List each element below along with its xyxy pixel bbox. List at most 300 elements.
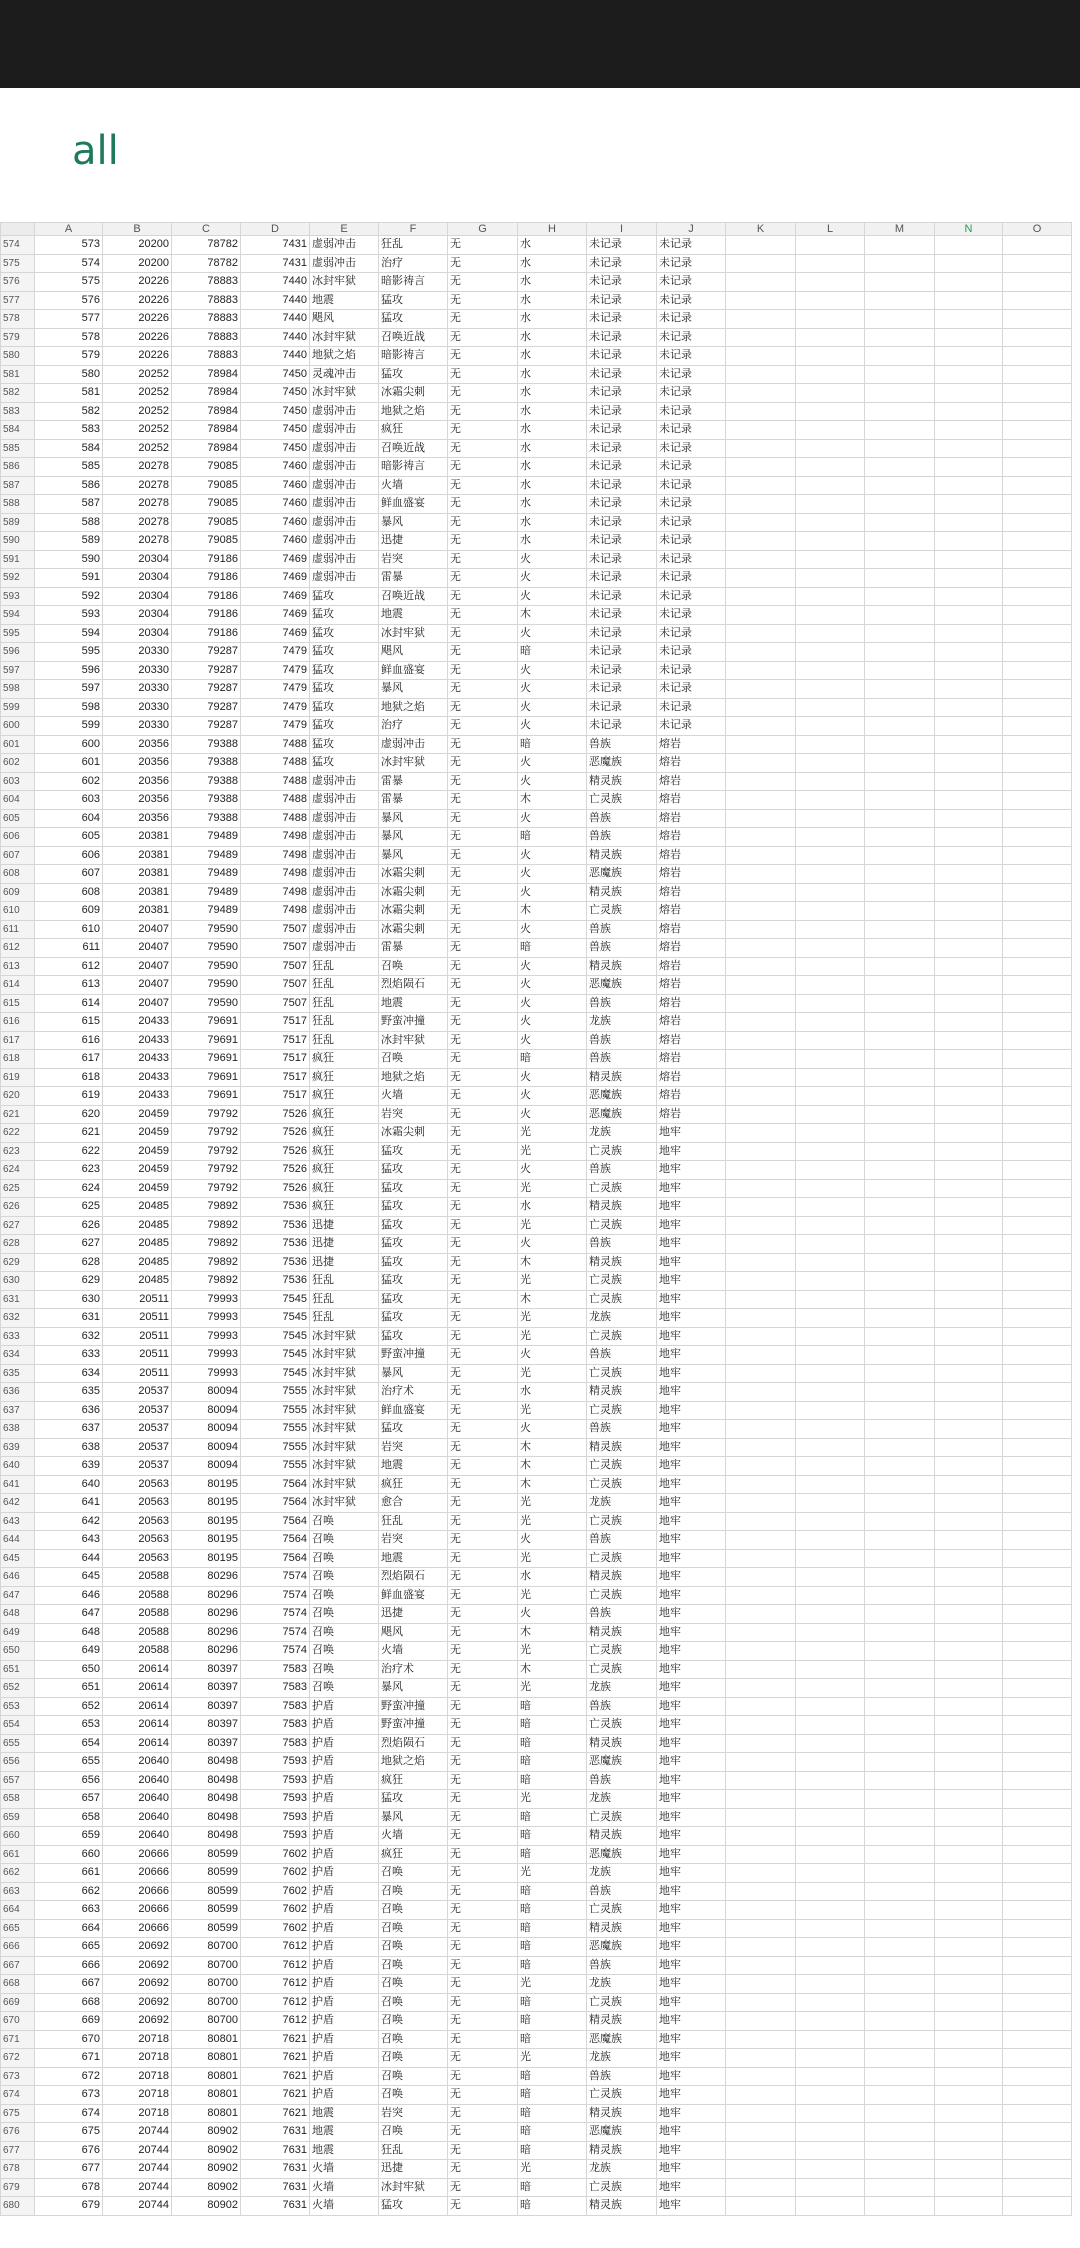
cell[interactable]: 地牢 — [657, 1623, 726, 1642]
cell[interactable]: 熔岩 — [657, 772, 726, 791]
cell[interactable]: 治疗 — [379, 254, 448, 273]
cell[interactable]: 未记录 — [657, 254, 726, 273]
row-header[interactable]: 632 — [1, 1309, 35, 1328]
cell[interactable]: 79388 — [172, 809, 241, 828]
cell[interactable] — [935, 1142, 1003, 1161]
cell[interactable]: 79186 — [172, 587, 241, 606]
cell[interactable]: 木 — [518, 1475, 587, 1494]
cell[interactable] — [865, 1438, 935, 1457]
cell[interactable]: 恶魔族 — [587, 754, 657, 773]
cell[interactable]: 20304 — [103, 569, 172, 588]
cell[interactable] — [1003, 1679, 1072, 1698]
cell[interactable]: 火 — [518, 1531, 587, 1550]
cell[interactable]: 护盾 — [310, 1716, 379, 1735]
cell[interactable]: 无 — [448, 365, 518, 384]
cell[interactable]: 79892 — [172, 1272, 241, 1291]
cell[interactable]: 猛攻 — [310, 680, 379, 699]
cell[interactable] — [935, 550, 1003, 569]
cell[interactable] — [935, 2141, 1003, 2160]
cell[interactable] — [935, 809, 1003, 828]
cell[interactable]: 80700 — [172, 1938, 241, 1957]
cell[interactable]: 暗 — [518, 1845, 587, 1864]
cell[interactable] — [935, 883, 1003, 902]
cell[interactable]: 无 — [448, 2160, 518, 2179]
cell[interactable] — [865, 1568, 935, 1587]
cell[interactable]: 20744 — [103, 2160, 172, 2179]
cell[interactable] — [1003, 2160, 1072, 2179]
cell[interactable]: 79590 — [172, 976, 241, 995]
cell[interactable] — [865, 495, 935, 514]
cell[interactable]: 669 — [35, 2012, 103, 2031]
cell[interactable] — [726, 1919, 796, 1938]
cell[interactable]: 80498 — [172, 1753, 241, 1772]
cell[interactable]: 水 — [518, 476, 587, 495]
cell[interactable] — [796, 1161, 865, 1180]
cell[interactable]: 无 — [448, 957, 518, 976]
cell[interactable] — [865, 273, 935, 292]
cell[interactable]: 无 — [448, 865, 518, 884]
cell[interactable]: 无 — [448, 735, 518, 754]
cell[interactable]: 未记录 — [587, 680, 657, 699]
cell[interactable] — [865, 1327, 935, 1346]
cell[interactable]: 7593 — [241, 1753, 310, 1772]
cell[interactable]: 暗 — [518, 1919, 587, 1938]
row-header[interactable]: 620 — [1, 1087, 35, 1106]
cell[interactable] — [1003, 1216, 1072, 1235]
cell[interactable]: 熔岩 — [657, 809, 726, 828]
cell[interactable]: 无 — [448, 2104, 518, 2123]
cell[interactable]: 79388 — [172, 754, 241, 773]
cell[interactable] — [796, 1623, 865, 1642]
cell[interactable]: 水 — [518, 365, 587, 384]
cell[interactable]: 召唤 — [379, 2086, 448, 2105]
cell[interactable]: 20718 — [103, 2104, 172, 2123]
row-header[interactable]: 597 — [1, 661, 35, 680]
cell[interactable]: 无 — [448, 2197, 518, 2216]
cell[interactable]: 20692 — [103, 1975, 172, 1994]
cell[interactable]: 648 — [35, 1623, 103, 1642]
cell[interactable]: 7564 — [241, 1494, 310, 1513]
cell[interactable]: 7545 — [241, 1327, 310, 1346]
cell[interactable]: 虚弱冲击 — [310, 439, 379, 458]
cell[interactable] — [726, 1901, 796, 1920]
cell[interactable] — [935, 569, 1003, 588]
cell[interactable]: 护盾 — [310, 1845, 379, 1864]
cell[interactable] — [935, 1235, 1003, 1254]
cell[interactable]: 鲜血盛宴 — [379, 495, 448, 514]
row-header[interactable]: 588 — [1, 495, 35, 514]
cell[interactable]: 未记录 — [587, 458, 657, 477]
cell[interactable]: 无 — [448, 310, 518, 329]
cell[interactable]: 水 — [518, 347, 587, 366]
row-header[interactable]: 637 — [1, 1401, 35, 1420]
cell[interactable]: 地牢 — [657, 1438, 726, 1457]
cell[interactable] — [935, 1586, 1003, 1605]
cell[interactable] — [796, 310, 865, 329]
cell[interactable] — [726, 1290, 796, 1309]
cell[interactable] — [935, 1697, 1003, 1716]
cell[interactable] — [726, 1734, 796, 1753]
cell[interactable]: 地牢 — [657, 1290, 726, 1309]
cell[interactable]: 78883 — [172, 328, 241, 347]
cell[interactable] — [1003, 1568, 1072, 1587]
cell[interactable]: 火墙 — [379, 476, 448, 495]
cell[interactable]: 精灵族 — [587, 957, 657, 976]
cell[interactable] — [726, 328, 796, 347]
cell[interactable]: 79489 — [172, 902, 241, 921]
cell[interactable] — [726, 865, 796, 884]
cell[interactable]: 7460 — [241, 532, 310, 551]
cell[interactable]: 护盾 — [310, 1808, 379, 1827]
cell[interactable]: 7526 — [241, 1105, 310, 1124]
cell[interactable]: 646 — [35, 1586, 103, 1605]
cell[interactable]: 80195 — [172, 1475, 241, 1494]
cell[interactable]: 无 — [448, 1716, 518, 1735]
cell[interactable]: 暴风 — [379, 809, 448, 828]
cell[interactable]: 精灵族 — [587, 1623, 657, 1642]
cell[interactable]: 兽族 — [587, 1031, 657, 1050]
cell[interactable] — [1003, 2104, 1072, 2123]
cell[interactable]: 20563 — [103, 1512, 172, 1531]
cell[interactable]: 20433 — [103, 1031, 172, 1050]
cell[interactable]: 光 — [518, 2160, 587, 2179]
cell[interactable]: 未记录 — [587, 698, 657, 717]
cell[interactable]: 火 — [518, 772, 587, 791]
cell[interactable] — [865, 846, 935, 865]
cell[interactable]: 7583 — [241, 1734, 310, 1753]
cell[interactable]: 7602 — [241, 1845, 310, 1864]
cell[interactable]: 狂乱 — [379, 1512, 448, 1531]
cell[interactable]: 20718 — [103, 2067, 172, 2086]
cell[interactable]: 79388 — [172, 772, 241, 791]
cell[interactable] — [865, 1198, 935, 1217]
cell[interactable] — [935, 1568, 1003, 1587]
cell[interactable]: 79287 — [172, 643, 241, 662]
cell[interactable] — [1003, 1161, 1072, 1180]
cell[interactable] — [935, 1605, 1003, 1624]
cell[interactable]: 无 — [448, 1253, 518, 1272]
cell[interactable]: 615 — [35, 1013, 103, 1032]
cell[interactable] — [1003, 976, 1072, 995]
cell[interactable] — [726, 1475, 796, 1494]
cell[interactable] — [726, 1975, 796, 1994]
cell[interactable] — [1003, 1179, 1072, 1198]
cell[interactable]: 无 — [448, 2086, 518, 2105]
cell[interactable]: 疯狂 — [310, 1087, 379, 1106]
cell[interactable]: 78883 — [172, 347, 241, 366]
cell[interactable] — [865, 754, 935, 773]
cell[interactable]: 652 — [35, 1697, 103, 1716]
cell[interactable]: 7574 — [241, 1568, 310, 1587]
cell[interactable]: 火 — [518, 754, 587, 773]
cell[interactable]: 595 — [35, 643, 103, 662]
cell[interactable]: 地牢 — [657, 1975, 726, 1994]
cell[interactable]: 暗 — [518, 643, 587, 662]
cell[interactable]: 7440 — [241, 328, 310, 347]
cell[interactable]: 虚弱冲击 — [310, 254, 379, 273]
cell[interactable]: 光 — [518, 1642, 587, 1661]
row-header[interactable]: 579 — [1, 328, 35, 347]
cell[interactable]: 7536 — [241, 1272, 310, 1291]
cell[interactable]: 20744 — [103, 2123, 172, 2142]
cell[interactable]: 火墙 — [310, 2160, 379, 2179]
cell[interactable]: 79993 — [172, 1309, 241, 1328]
cell[interactable] — [935, 384, 1003, 403]
cell[interactable]: 无 — [448, 661, 518, 680]
cell[interactable] — [726, 1438, 796, 1457]
cell[interactable]: 20381 — [103, 883, 172, 902]
row-header[interactable]: 675 — [1, 2104, 35, 2123]
cell[interactable] — [796, 1753, 865, 1772]
cell[interactable]: 狂乱 — [310, 1031, 379, 1050]
cell[interactable] — [796, 920, 865, 939]
cell[interactable]: 7498 — [241, 828, 310, 847]
cell[interactable]: 精灵族 — [587, 772, 657, 791]
cell[interactable]: 7631 — [241, 2141, 310, 2160]
cell[interactable]: 兽族 — [587, 1697, 657, 1716]
cell[interactable]: 未记录 — [657, 495, 726, 514]
cell[interactable] — [726, 1235, 796, 1254]
cell[interactable]: 治疗术 — [379, 1660, 448, 1679]
cell[interactable] — [865, 1697, 935, 1716]
cell[interactable]: 无 — [448, 1586, 518, 1605]
row-header[interactable]: 618 — [1, 1050, 35, 1069]
cell[interactable]: 未记录 — [657, 550, 726, 569]
cell[interactable]: 召唤 — [310, 1660, 379, 1679]
cell[interactable]: 冰封牢狱 — [310, 273, 379, 292]
cell[interactable]: 兽族 — [587, 1346, 657, 1365]
cell[interactable]: 7488 — [241, 809, 310, 828]
cell[interactable]: 无 — [448, 1068, 518, 1087]
cell[interactable] — [726, 1993, 796, 2012]
cell[interactable] — [726, 2123, 796, 2142]
cell[interactable]: 未记录 — [587, 643, 657, 662]
cell[interactable]: 护盾 — [310, 2086, 379, 2105]
row-header[interactable]: 585 — [1, 439, 35, 458]
cell[interactable]: 79388 — [172, 735, 241, 754]
cell[interactable] — [935, 1882, 1003, 1901]
cell[interactable] — [935, 1512, 1003, 1531]
cell[interactable] — [796, 1346, 865, 1365]
cell[interactable] — [726, 384, 796, 403]
row-header[interactable]: 635 — [1, 1364, 35, 1383]
cell[interactable] — [796, 939, 865, 958]
cell[interactable]: 无 — [448, 698, 518, 717]
cell[interactable] — [865, 1475, 935, 1494]
cell[interactable]: 79792 — [172, 1179, 241, 1198]
cell[interactable]: 631 — [35, 1309, 103, 1328]
cell[interactable] — [726, 1142, 796, 1161]
cell[interactable]: 7631 — [241, 2160, 310, 2179]
cell[interactable]: 火 — [518, 1013, 587, 1032]
cell[interactable] — [865, 1290, 935, 1309]
cell[interactable]: 80902 — [172, 2178, 241, 2197]
cell[interactable]: 召唤 — [379, 957, 448, 976]
cell[interactable] — [1003, 2030, 1072, 2049]
row-header[interactable]: 584 — [1, 421, 35, 440]
cell[interactable]: 木 — [518, 791, 587, 810]
cell[interactable]: 630 — [35, 1290, 103, 1309]
column-header-k[interactable]: K — [726, 223, 796, 236]
cell[interactable]: 光 — [518, 1272, 587, 1291]
cell[interactable]: 80498 — [172, 1808, 241, 1827]
row-header[interactable]: 603 — [1, 772, 35, 791]
cell[interactable]: 火 — [518, 976, 587, 995]
cell[interactable]: 无 — [448, 1919, 518, 1938]
row-header[interactable]: 651 — [1, 1660, 35, 1679]
cell[interactable] — [726, 2104, 796, 2123]
cell[interactable]: 20640 — [103, 1827, 172, 1846]
cell[interactable]: 亡灵族 — [587, 1364, 657, 1383]
cell[interactable] — [796, 1901, 865, 1920]
cell[interactable]: 光 — [518, 1494, 587, 1513]
cell[interactable]: 无 — [448, 1734, 518, 1753]
cell[interactable] — [796, 1420, 865, 1439]
cell[interactable] — [935, 846, 1003, 865]
cell[interactable] — [726, 661, 796, 680]
cell[interactable]: 未记录 — [657, 347, 726, 366]
cell[interactable]: 无 — [448, 994, 518, 1013]
cell[interactable] — [796, 2123, 865, 2142]
cell[interactable]: 暗影祷言 — [379, 273, 448, 292]
cell[interactable]: 恶魔族 — [587, 2030, 657, 2049]
cell[interactable]: 604 — [35, 809, 103, 828]
cell[interactable] — [865, 939, 935, 958]
column-header-h[interactable]: H — [518, 223, 587, 236]
cell[interactable]: 80397 — [172, 1734, 241, 1753]
cell[interactable]: 无 — [448, 976, 518, 995]
cell[interactable] — [726, 957, 796, 976]
cell[interactable]: 80801 — [172, 2030, 241, 2049]
cell[interactable]: 猛攻 — [310, 587, 379, 606]
cell[interactable]: 地牢 — [657, 1753, 726, 1772]
cell[interactable] — [796, 883, 865, 902]
cell[interactable] — [935, 920, 1003, 939]
cell[interactable]: 水 — [518, 439, 587, 458]
cell[interactable] — [796, 1697, 865, 1716]
cell[interactable] — [726, 1512, 796, 1531]
cell[interactable] — [865, 1531, 935, 1550]
cell[interactable]: 兽族 — [587, 939, 657, 958]
cell[interactable]: 地牢 — [657, 1216, 726, 1235]
cell[interactable]: 飓风 — [379, 643, 448, 662]
cell[interactable]: 7469 — [241, 569, 310, 588]
cell[interactable] — [726, 754, 796, 773]
cell[interactable] — [935, 1105, 1003, 1124]
cell[interactable]: 地震 — [310, 291, 379, 310]
row-header[interactable]: 608 — [1, 865, 35, 884]
row-header[interactable]: 574 — [1, 236, 35, 255]
cell[interactable]: 护盾 — [310, 1901, 379, 1920]
cell[interactable]: 78782 — [172, 254, 241, 273]
cell[interactable] — [726, 347, 796, 366]
cell[interactable] — [796, 2160, 865, 2179]
cell[interactable]: 80296 — [172, 1586, 241, 1605]
cell[interactable]: 79792 — [172, 1161, 241, 1180]
cell[interactable]: 地狱之焰 — [379, 698, 448, 717]
cell[interactable]: 冰封牢狱 — [310, 1438, 379, 1457]
cell[interactable]: 79085 — [172, 513, 241, 532]
cell[interactable] — [726, 624, 796, 643]
cell[interactable]: 护盾 — [310, 2067, 379, 2086]
cell[interactable]: 龙族 — [587, 1013, 657, 1032]
cell[interactable]: 611 — [35, 939, 103, 958]
cell[interactable]: 20744 — [103, 2197, 172, 2216]
cell[interactable]: 火墙 — [310, 2197, 379, 2216]
row-header[interactable]: 589 — [1, 513, 35, 532]
cell[interactable] — [796, 1272, 865, 1291]
cell[interactable]: 80700 — [172, 1956, 241, 1975]
cell[interactable]: 无 — [448, 439, 518, 458]
cell[interactable]: 7583 — [241, 1679, 310, 1698]
cell[interactable] — [796, 347, 865, 366]
cell[interactable] — [865, 2123, 935, 2142]
cell[interactable]: 虚弱冲击 — [310, 920, 379, 939]
row-header[interactable]: 656 — [1, 1753, 35, 1772]
cell[interactable]: 无 — [448, 1383, 518, 1402]
cell[interactable] — [865, 1808, 935, 1827]
cell[interactable] — [865, 1420, 935, 1439]
cell[interactable] — [796, 439, 865, 458]
cell[interactable]: 7450 — [241, 421, 310, 440]
cell[interactable]: 20200 — [103, 254, 172, 273]
cell[interactable] — [726, 569, 796, 588]
cell[interactable]: 未记录 — [587, 347, 657, 366]
cell[interactable] — [865, 439, 935, 458]
cell[interactable] — [935, 735, 1003, 754]
cell[interactable]: 7488 — [241, 772, 310, 791]
cell[interactable] — [796, 735, 865, 754]
cell[interactable] — [935, 328, 1003, 347]
cell[interactable]: 光 — [518, 1309, 587, 1328]
cell[interactable]: 7526 — [241, 1142, 310, 1161]
cell[interactable]: 地牢 — [657, 1771, 726, 1790]
cell[interactable] — [1003, 1309, 1072, 1328]
cell[interactable] — [935, 1475, 1003, 1494]
cell[interactable]: 7479 — [241, 717, 310, 736]
row-header[interactable]: 657 — [1, 1771, 35, 1790]
cell[interactable]: 木 — [518, 1660, 587, 1679]
cell[interactable]: 岩突 — [379, 1438, 448, 1457]
cell[interactable]: 无 — [448, 421, 518, 440]
cell[interactable]: 水 — [518, 1383, 587, 1402]
cell[interactable]: 召唤 — [310, 1549, 379, 1568]
row-header[interactable]: 577 — [1, 291, 35, 310]
row-header[interactable]: 634 — [1, 1346, 35, 1365]
cell[interactable]: 虚弱冲击 — [310, 809, 379, 828]
cell[interactable]: 80902 — [172, 2160, 241, 2179]
cell[interactable] — [796, 1475, 865, 1494]
cell[interactable]: 猛攻 — [310, 606, 379, 625]
cell[interactable]: 无 — [448, 1087, 518, 1106]
cell[interactable]: 596 — [35, 661, 103, 680]
cell[interactable]: 7536 — [241, 1253, 310, 1272]
cell[interactable]: 7612 — [241, 1956, 310, 1975]
cell[interactable] — [796, 1198, 865, 1217]
cell[interactable] — [1003, 1438, 1072, 1457]
cell[interactable] — [1003, 1494, 1072, 1513]
cell[interactable]: 20666 — [103, 1864, 172, 1883]
cell[interactable]: 未记录 — [587, 661, 657, 680]
cell[interactable]: 亡灵族 — [587, 2178, 657, 2197]
cell[interactable]: 地狱之焰 — [379, 1753, 448, 1772]
row-header[interactable]: 619 — [1, 1068, 35, 1087]
cell[interactable] — [796, 1716, 865, 1735]
cell[interactable]: 龙族 — [587, 2160, 657, 2179]
cell[interactable]: 7431 — [241, 254, 310, 273]
cell[interactable]: 80094 — [172, 1420, 241, 1439]
cell[interactable]: 召唤 — [379, 1864, 448, 1883]
